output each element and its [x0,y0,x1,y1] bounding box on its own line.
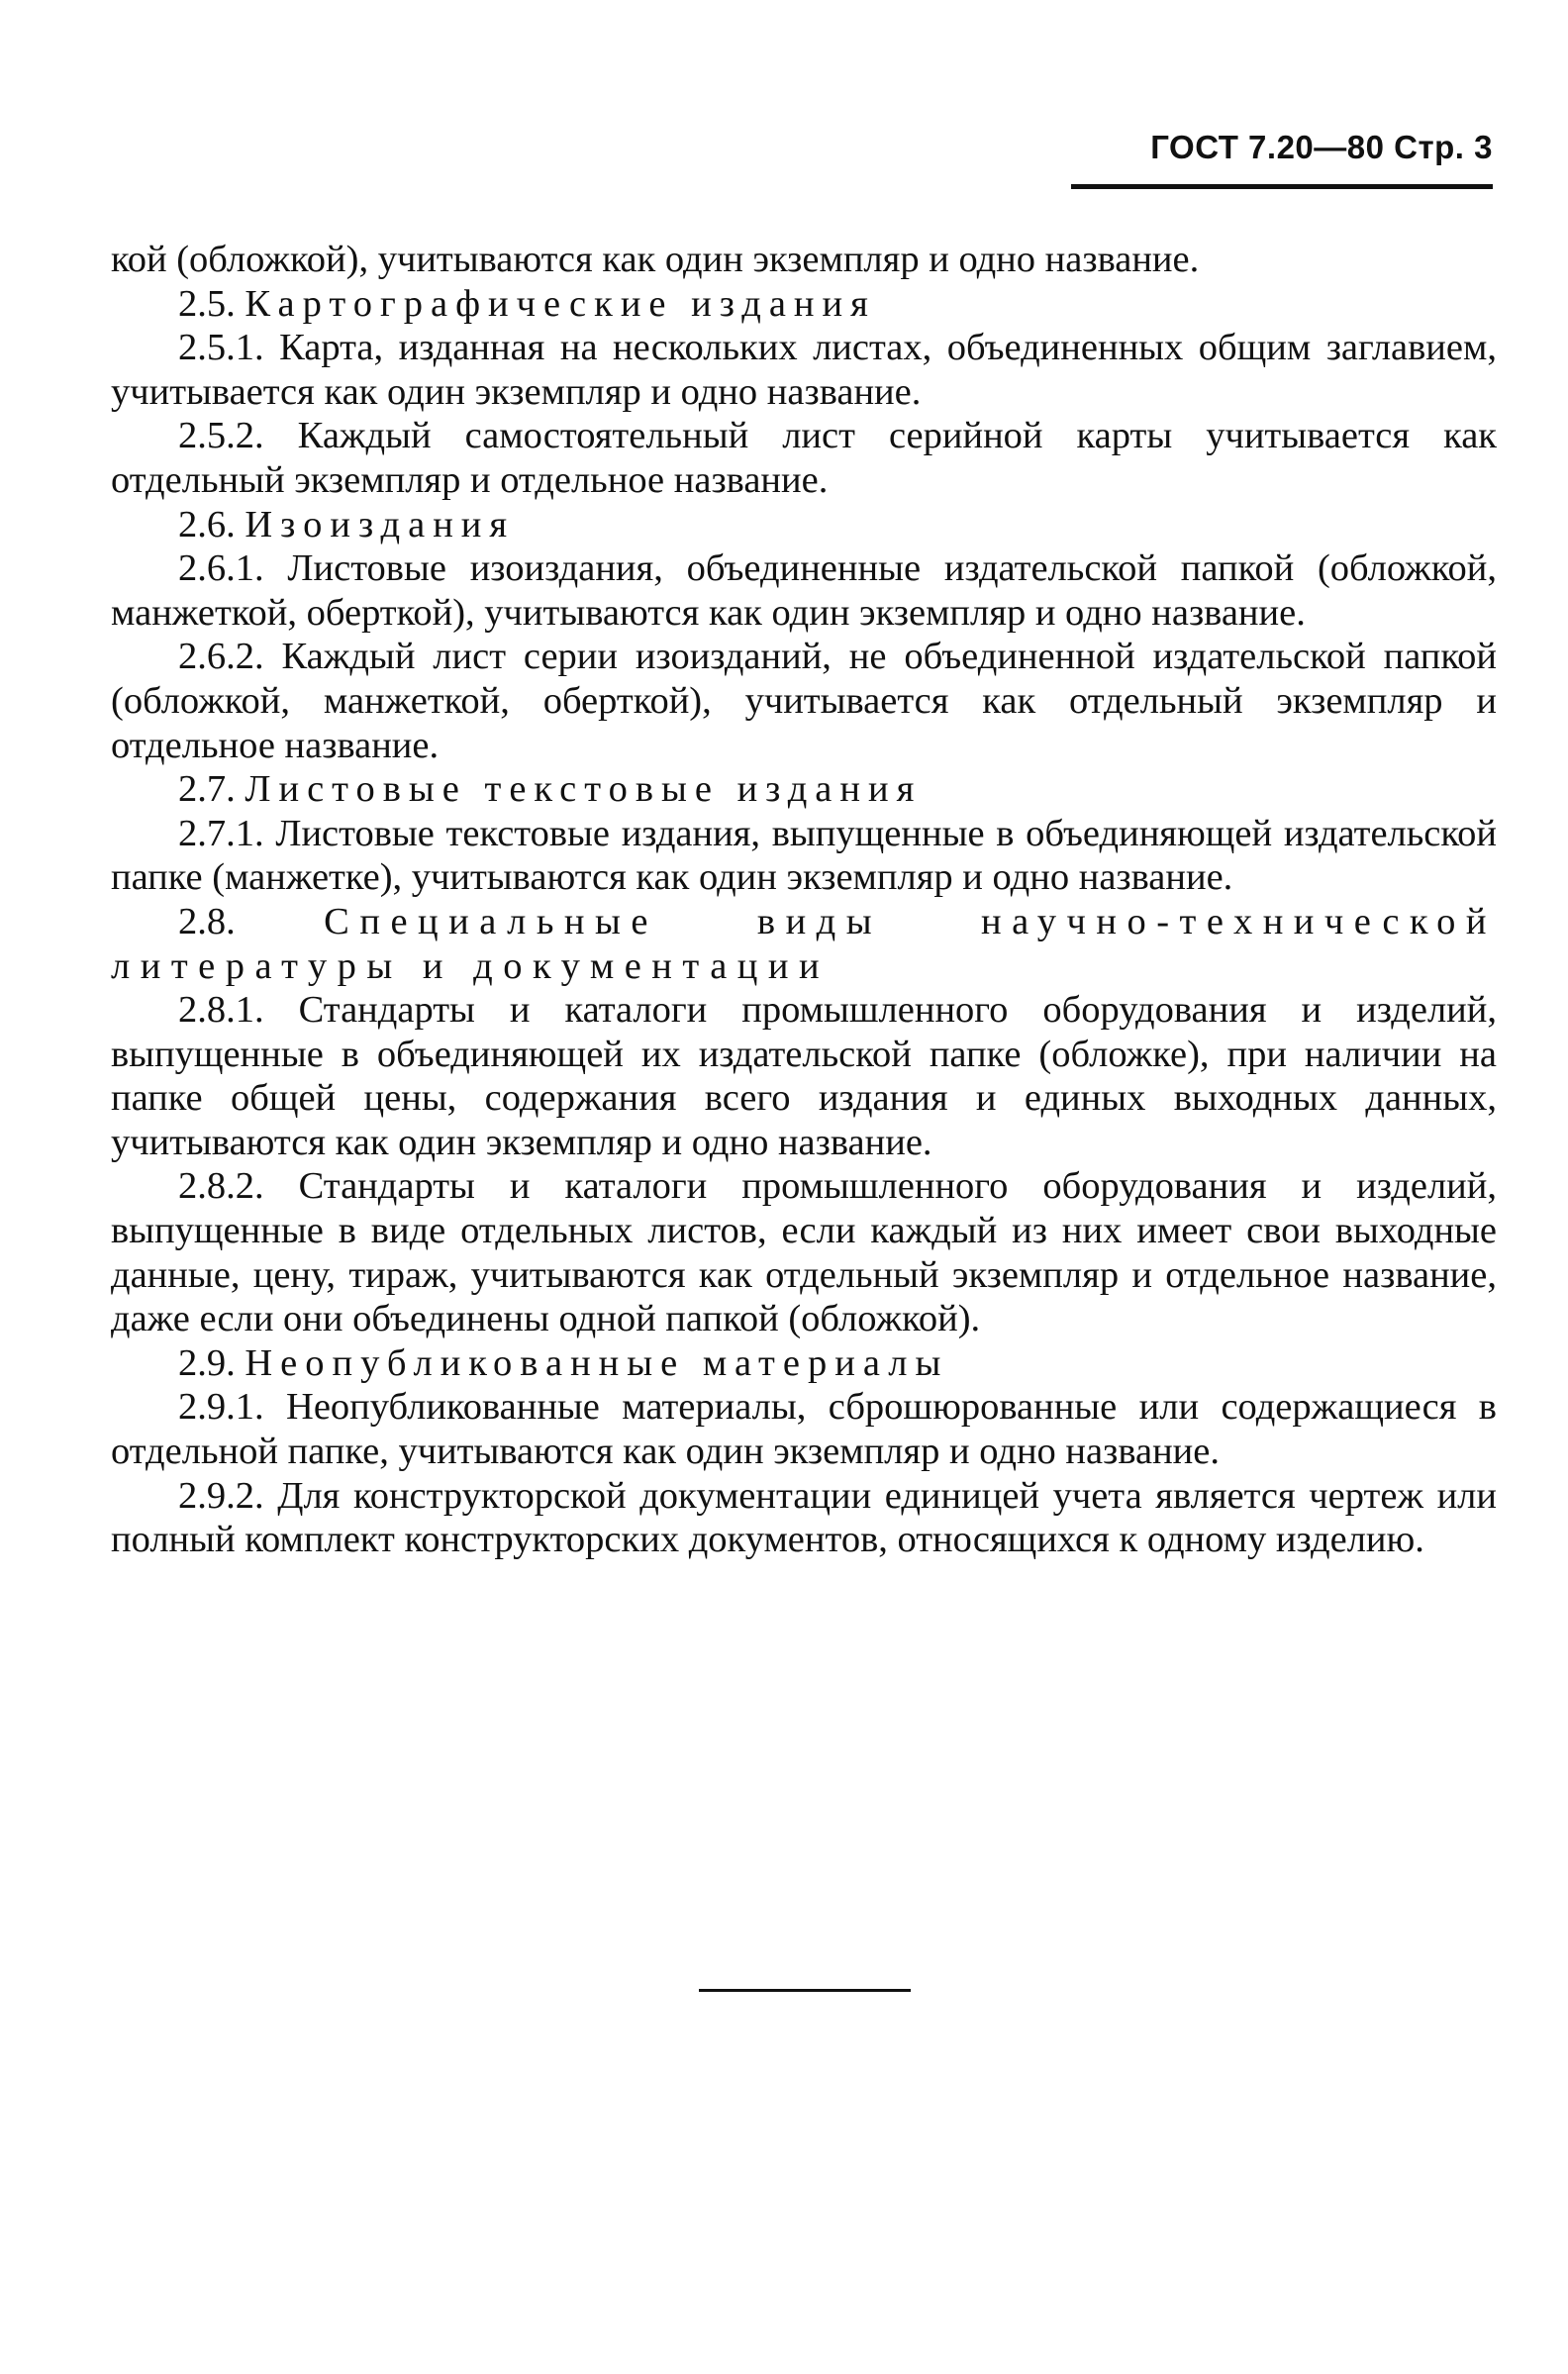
section-title: Листовые текстовые издания [245,768,923,811]
section-title: Неопубликованные материалы [245,1341,949,1384]
end-rule [699,1989,911,1992]
paragraph-2-6-1: 2.6.1. Листовые изоиздания, объединенные издательской папкой (обложкой, манжеткой, оберткой), учитываются как один экземпляр и одно название. [111,547,1497,634]
section-number: 2.5. [178,282,236,325]
running-header: ГОСТ 7.20—80 Стр. 3 [1150,129,1493,165]
section-number: 2.6. [178,503,236,545]
paragraph-2-8-1: 2.8.1. Стандарты и каталоги промышленного оборудования и изделий, выпущенные в объединяющей их издательской папке (обложке), при наличии на папке общей цены, содержания всего издания и единых выходных данных, учитываются как один экземпляр и одно название. [111,989,1497,1163]
paragraph-2-9-2: 2.9.2. Для конструкторской документации единицей учета является чертеж или полный комплект конструкторских документов, относящихся к одному изделию. [111,1474,1497,1561]
section-heading-2-9 [111,1341,1497,1386]
section-heading-2-5 [111,282,1497,327]
section-heading-2-7 [111,767,1497,812]
paragraph-2-8-2: 2.8.2. Стандарты и каталоги промышленного оборудования и изделий, выпущенные в виде отдельных листов, если каждый из них имеет свои выходные данные, цену, тираж, учитываются как отдельный экземпляр и отдельное название, даже если они объединены одной папкой (обложкой). [111,1165,1497,1340]
paragraph-2-9-1: 2.9.1. Неопубликованные материалы, сброшюрованные или содержащиеся в отдельной папке, учитываются как один экземпляр и одно название. [111,1386,1497,1473]
paragraph-2-6-2: 2.6.2. Каждый лист серии изоизданий, не объединенной издательской папкой (обложкой, манжеткой, оберткой), учитывается как отдельный экземпляр и отдельное название. [111,636,1497,766]
section-number: 2.8. [178,900,236,942]
header-rule [1071,184,1493,189]
section-heading-2-6 [111,503,1497,547]
section-number: 2.9. [178,1341,236,1384]
section-title: Специальные виды научно-технической литературы и документации [111,900,1498,987]
paragraph-2-5-2: 2.5.2. Каждый самостоятельный лист серийной карты учитывается как отдельный экземпляр и отдельное название. [111,415,1497,501]
section-title: Изоиздания [245,503,516,545]
section-heading-2-8 [111,900,1497,988]
paragraph-continuation: кой (обложкой), учитываются как один экземпляр и одно название. [111,239,1200,280]
paragraph-2-7-1: 2.7.1. Листовые текстовые издания, выпущенные в объединяющей издательской папке (манжетке), учитываются как один экземпляр и одно название. [111,812,1497,899]
section-title: Картографические издания [245,282,876,325]
paragraph-2-5-1: 2.5.1. Карта, изданная на нескольких листах, объединенных общим заглавием, учитывается как один экземпляр и одно название. [111,327,1497,413]
section-number: 2.7. [178,768,236,811]
document-body [111,238,1497,1562]
